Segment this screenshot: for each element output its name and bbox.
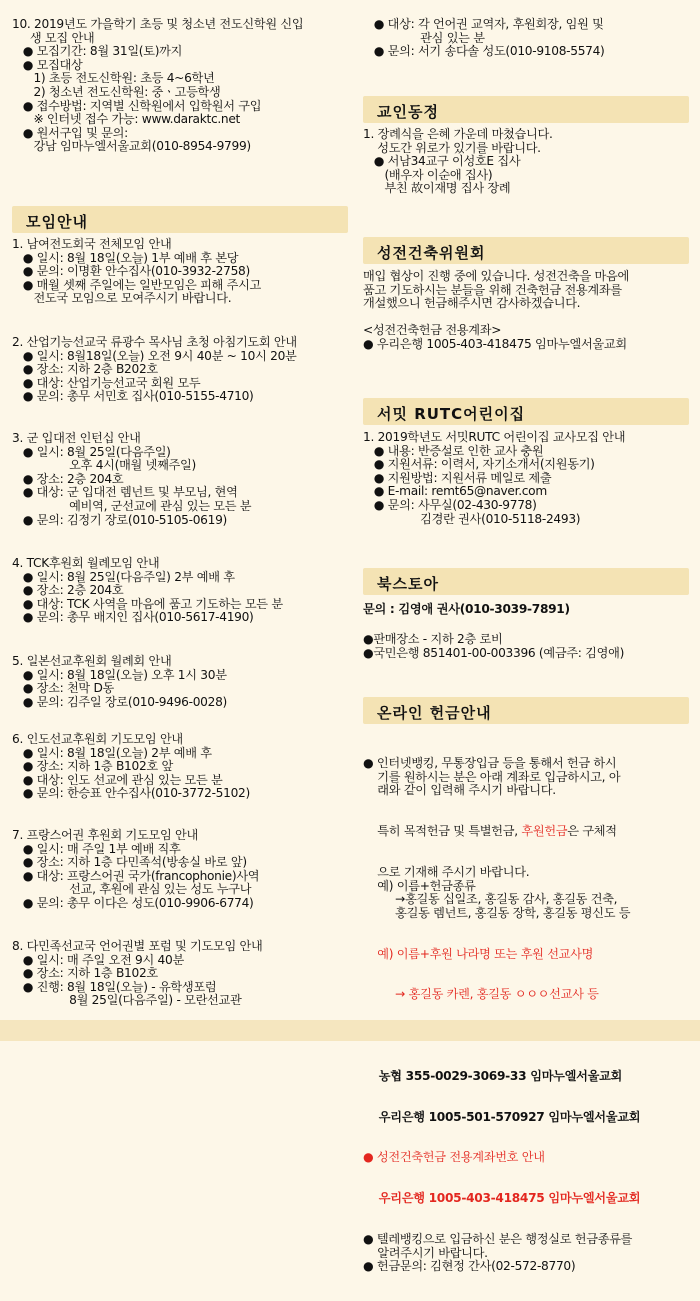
text-line: ● 대상: 산업기능선교국 회원 모두: [12, 375, 201, 390]
text-line: 홍길동 렘넌트, 홍길동 장학, 홍길동 평신도 등: [363, 905, 631, 920]
text-line: ● 장소: 지하 2층 B202호: [12, 362, 158, 377]
text-line: ● 매월 셋째 주일에는 일반모임은 피해 주시고: [12, 277, 262, 292]
text-line: 래와 같이 입력해 주시기 바랍니다.: [363, 783, 556, 798]
section-title: 온라인 헌금안내: [377, 704, 492, 722]
text-line: 2) 청소년 전도신학원: 중ㆍ고등학생: [12, 84, 221, 99]
text-line: ● 일시: 8월 25일(다음주일) 2부 예배 후: [12, 569, 235, 584]
text-line: 품고 기도하시는 분들을 위해 건축헌금 전용계좌를: [363, 282, 622, 297]
text-line: 부친 故이재명 집사 장례: [363, 181, 511, 196]
text-line: 1. 2019학년도 서밋RUTC 어린이집 교사모집 안내: [363, 430, 626, 444]
text-line: ● 장소: 지하 1층 B102호 앞: [12, 759, 173, 774]
section-title: 북스토아: [377, 575, 439, 593]
text-line: 알려주시기 바랍니다.: [363, 1245, 488, 1260]
text-line: ● 원서구입 및 문의:: [12, 125, 128, 140]
text-line: 기를 원하시는 분은 아래 계좌로 입금하시고, 아: [363, 769, 621, 784]
section-header-meetings: [12, 206, 348, 233]
text-line: ● 텔레뱅킹으로 입금하신 분은 행정실로 헌금종류를: [363, 1231, 633, 1246]
text-line: ● 장소: 2층 204호: [12, 583, 124, 598]
text-line: 으로 기재해 주시기 바랍니다.: [363, 864, 530, 879]
account-woori-general: 우리은행 1005-501-570927 임마누엘서울교회: [363, 1109, 641, 1124]
text-line: 10. 2019년도 가을학기 초등 및 청소년 전도신학원 신입: [12, 17, 304, 31]
text-line: 8. 다민족선교국 언어권별 포럼 및 기도모임 안내: [12, 939, 263, 953]
offering-example-red-1: 예) 이름+후원 나라명 또는 후원 선교사명: [363, 946, 594, 961]
text-line: ● 일시: 8월 18일(오늘) 2부 예배 후: [12, 745, 212, 760]
text-line: 1. 남여전도회국 전체모임 안내: [12, 237, 172, 251]
daycare-notice: [363, 431, 625, 526]
member-news: [363, 128, 553, 196]
text-line: ● 문의: 총무 서민호 집사(010-5155-4710): [12, 389, 254, 404]
bottom-strip: [0, 1020, 700, 1041]
section-header-building-committee: [363, 237, 689, 264]
text-line: 전도국 모임으로 모여주시기 바랍니다.: [12, 291, 232, 306]
text-line: ● 대상: 각 언어권 교역자, 후원회장, 임원 및: [363, 17, 604, 31]
text-line: ● 인터넷뱅킹, 무통장입금 등을 통해서 헌금 하시: [363, 756, 617, 771]
text-line: 강남 임마누엘서울교회(010-8954-9799): [12, 139, 251, 154]
meeting-item-2: [12, 336, 297, 404]
meeting-item-8: [12, 940, 262, 1008]
text-line: (배우자 이순애 집사): [363, 167, 493, 182]
text-line: ● 모집기간: 8월 31일(토)까지: [12, 44, 183, 59]
offering-example-red-2: → 홍길동 카렌, 홍길동 ㅇㅇㅇ선교사 등: [363, 987, 599, 1002]
section-header-member-news: [363, 96, 689, 123]
text-line: 8월 25일(다음주일) - 모란선교관: [12, 993, 242, 1008]
seminary-recruit-notice: [12, 18, 303, 154]
text-line: 1) 초등 전도신학원: 초등 4~6학년: [12, 71, 215, 86]
text-line: ● 대상: TCK 사역을 마음에 품고 기도하는 모든 분: [12, 596, 283, 611]
text-line: ● 헌금문의: 김현정 간사(02-572-8770): [363, 1259, 576, 1274]
bookstore-contact: 문의 : 김영애 권사(010-3039-7891): [363, 602, 570, 616]
text-line: ● 내용: 반증설로 인한 교사 충원: [363, 443, 544, 458]
section-title: 모임안내: [26, 213, 88, 231]
language-forum-continued: [363, 18, 605, 59]
section-title: 서밋 RUTC어린이집: [377, 405, 526, 423]
meeting-item-3: [12, 432, 251, 527]
section-header-daycare: [363, 398, 689, 425]
text-line: ● 문의: 김정기 장로(010-5105-0619): [12, 512, 227, 527]
text-line: 예비역, 군선교에 관심 있는 모든 분: [12, 498, 252, 513]
text-line: 선교, 후원에 관심 있는 성도 누구나: [12, 882, 252, 897]
text-line: 3. 군 입대전 인턴십 안내: [12, 431, 141, 445]
text-line: 5. 일본선교후원회 월례회 안내: [12, 654, 172, 668]
text-line: →홍길동 십일조, 홍길동 감사, 홍길동 건축,: [363, 892, 618, 907]
text-line: 성도간 위로가 있기를 바랍니다.: [363, 140, 541, 155]
text-line: ● 문의: 김주일 장로(010-9496-0028): [12, 694, 227, 709]
building-account-guide: ● 성전건축헌금 전용계좌번호 안내: [363, 1150, 545, 1165]
text-line: ● 일시: 8월 18일(오늘) 오후 1시 30분: [12, 667, 227, 682]
text-line: ● 장소: 2층 204호: [12, 471, 124, 486]
text-line: ● 대상: 군 입대전 렘넌트 및 부모님, 현역: [12, 485, 238, 500]
bookstore-info: [363, 633, 624, 660]
meeting-item-6: [12, 733, 250, 801]
text-line: 1. 장례식을 은혜 가운데 마쳤습니다.: [363, 127, 553, 141]
text-line: ● 지원방법: 지원서류 메일로 제출: [363, 470, 552, 485]
text-line: <성전건축헌금 전용계좌>: [363, 323, 502, 338]
text-line: ● 지원서류: 이력서, 자기소개서(지원동기): [363, 457, 595, 472]
text-line: ● 문의: 총무 이다은 성도(010-9906-6774): [12, 895, 254, 910]
text-line: 개설했으니 헌금해주시면 감사하겠습니다.: [363, 296, 581, 311]
meeting-item-1: [12, 238, 261, 306]
text-line: 오후 4시(매월 넷째주일): [12, 458, 196, 473]
text-line: ●국민은행 851401-00-003396 (예금주: 김영애): [363, 645, 625, 660]
meeting-item-5: [12, 655, 227, 709]
text-line: ● 문의: 사무실(02-430-9778): [363, 497, 537, 512]
section-header-online-offering: [363, 697, 689, 724]
text-line: ● 장소: 천막 D동: [12, 681, 115, 696]
text-line: ● 일시: 8월 25일(다음주일): [12, 444, 171, 459]
text-line: 4. TCK후원회 월례모임 안내: [12, 556, 160, 570]
text-line: ● 문의: 한승표 안수집사(010-3772-5102): [12, 786, 250, 801]
text-line: ● 모집대상: [12, 57, 83, 72]
text-line: ※ 인터넷 접수 가능: www.daraktc.net: [12, 112, 241, 127]
text-line: ● 장소: 지하 1층 B102호: [12, 966, 158, 981]
text-line: ● 장소: 지하 1층 다민족석(방송실 바로 앞): [12, 855, 247, 870]
text-line: ● 진행: 8월 18일(오늘) - 유학생포럼: [12, 979, 217, 994]
text-line: ● 일시: 매 주일 오전 9시 40분: [12, 952, 184, 967]
text-line: 6. 인도선교후원회 기도모임 안내: [12, 732, 183, 746]
text-line: ● 문의: 총무 배지인 집사(010-5617-4190): [12, 610, 254, 625]
text-line: 예) 이름+헌금종류: [363, 878, 476, 893]
text-line: ● 일시: 매 주일 1부 예배 직후: [12, 841, 181, 856]
text-line: 7. 프랑스어권 후원회 기도모임 안내: [12, 828, 198, 842]
text-fragment: 특히 목적헌금 및 특별헌금,: [363, 824, 522, 839]
account-nonghyup: 농협 355-0029-3069-33 임마누엘서울교회: [363, 1068, 623, 1083]
text-line: ● 대상: 프랑스어권 국가(francophonie)사역: [12, 868, 260, 883]
account-woori-building: 우리은행 1005-403-418475 임마누엘서울교회: [363, 1191, 641, 1206]
text-line: ●판매장소 - 지하 2층 로비: [363, 632, 503, 646]
online-offering-notice: ● 인터넷뱅킹, 무통장입금 등을 통해서 헌금 하시 기를 원하시는 분은 아래 계좌로 입금하시고, 아 래와 같이 입력해 주시기 바랍니다. 특히 목적헌금 및 특별헌금, 후원헌금은 구체적 으로 기재해 주시기 바랍니다. 예) 이름+헌금종류 →홍길동 십일조, 홍길동 감사, 홍길동 건축, 홍길동 렘넌트, 홍길동 장학, 홍길동 평신도 등 예) 이름+후원 나라명 또는 후원 선교사명 → 홍길동 카렌, 홍길동 ㅇㅇㅇ선교사 등 농협 355-0029-3069-33 임마누엘서울교회 우리은행 1005-501-570927 임마누엘서울교회 ● 성전건축헌금 전용계좌번호 안내 우리은행 1005-403-418475 임마누엘서울교회 ● 텔레뱅킹으로 입금하신 분은 행정실로 헌금종류를 알려주시기 바랍니다. ● 헌금문의: 김현정 간사(02-572-8770): [363, 756, 641, 1274]
text-line: ● 문의: 이명환 안수집사(010-3932-2758): [12, 264, 250, 279]
section-header-bookstore: [363, 568, 689, 595]
section-title: 교인동정: [377, 103, 439, 121]
text-line: ● 일시: 8월 18일(오늘) 1부 예배 후 본당: [12, 250, 239, 265]
meeting-item-4: [12, 557, 283, 625]
meeting-item-7: [12, 829, 259, 911]
text-line: ● 우리은행 1005-403-418475 임마누엘서울교회: [363, 336, 627, 351]
text-line: 김경란 권사(010-5118-2493): [363, 511, 581, 526]
text-line: ● 서남34교구 이성호E 집사: [363, 154, 521, 169]
text-line: ● 일시: 8월18일(오늘) 오전 9시 40분 ~ 10시 20분: [12, 348, 297, 363]
section-title: 성전건축위원회: [377, 244, 486, 262]
building-committee-notice: [363, 270, 629, 352]
text-line: ● 대상: 인도 선교에 관심 있는 모든 분: [12, 772, 223, 787]
text-line: ● E-mail: remt65@naver.com: [363, 484, 547, 499]
text-line: 생 모집 안내: [12, 30, 95, 45]
text-line: 2. 산업기능선교국 류광수 목사님 초청 아침기도회 안내: [12, 335, 297, 349]
text-line: 매입 협상이 진행 중에 있습니다. 성전건축을 마음에: [363, 269, 629, 283]
text-line: ● 접수방법: 지역별 신학원에서 입학원서 구입: [12, 98, 262, 113]
text-line: ● 문의: 서기 송다솔 성도(010-9108-5574): [363, 44, 605, 59]
special-offering-red-text: 후원헌금: [521, 824, 568, 839]
text-line: 관심 있는 분: [363, 30, 485, 45]
